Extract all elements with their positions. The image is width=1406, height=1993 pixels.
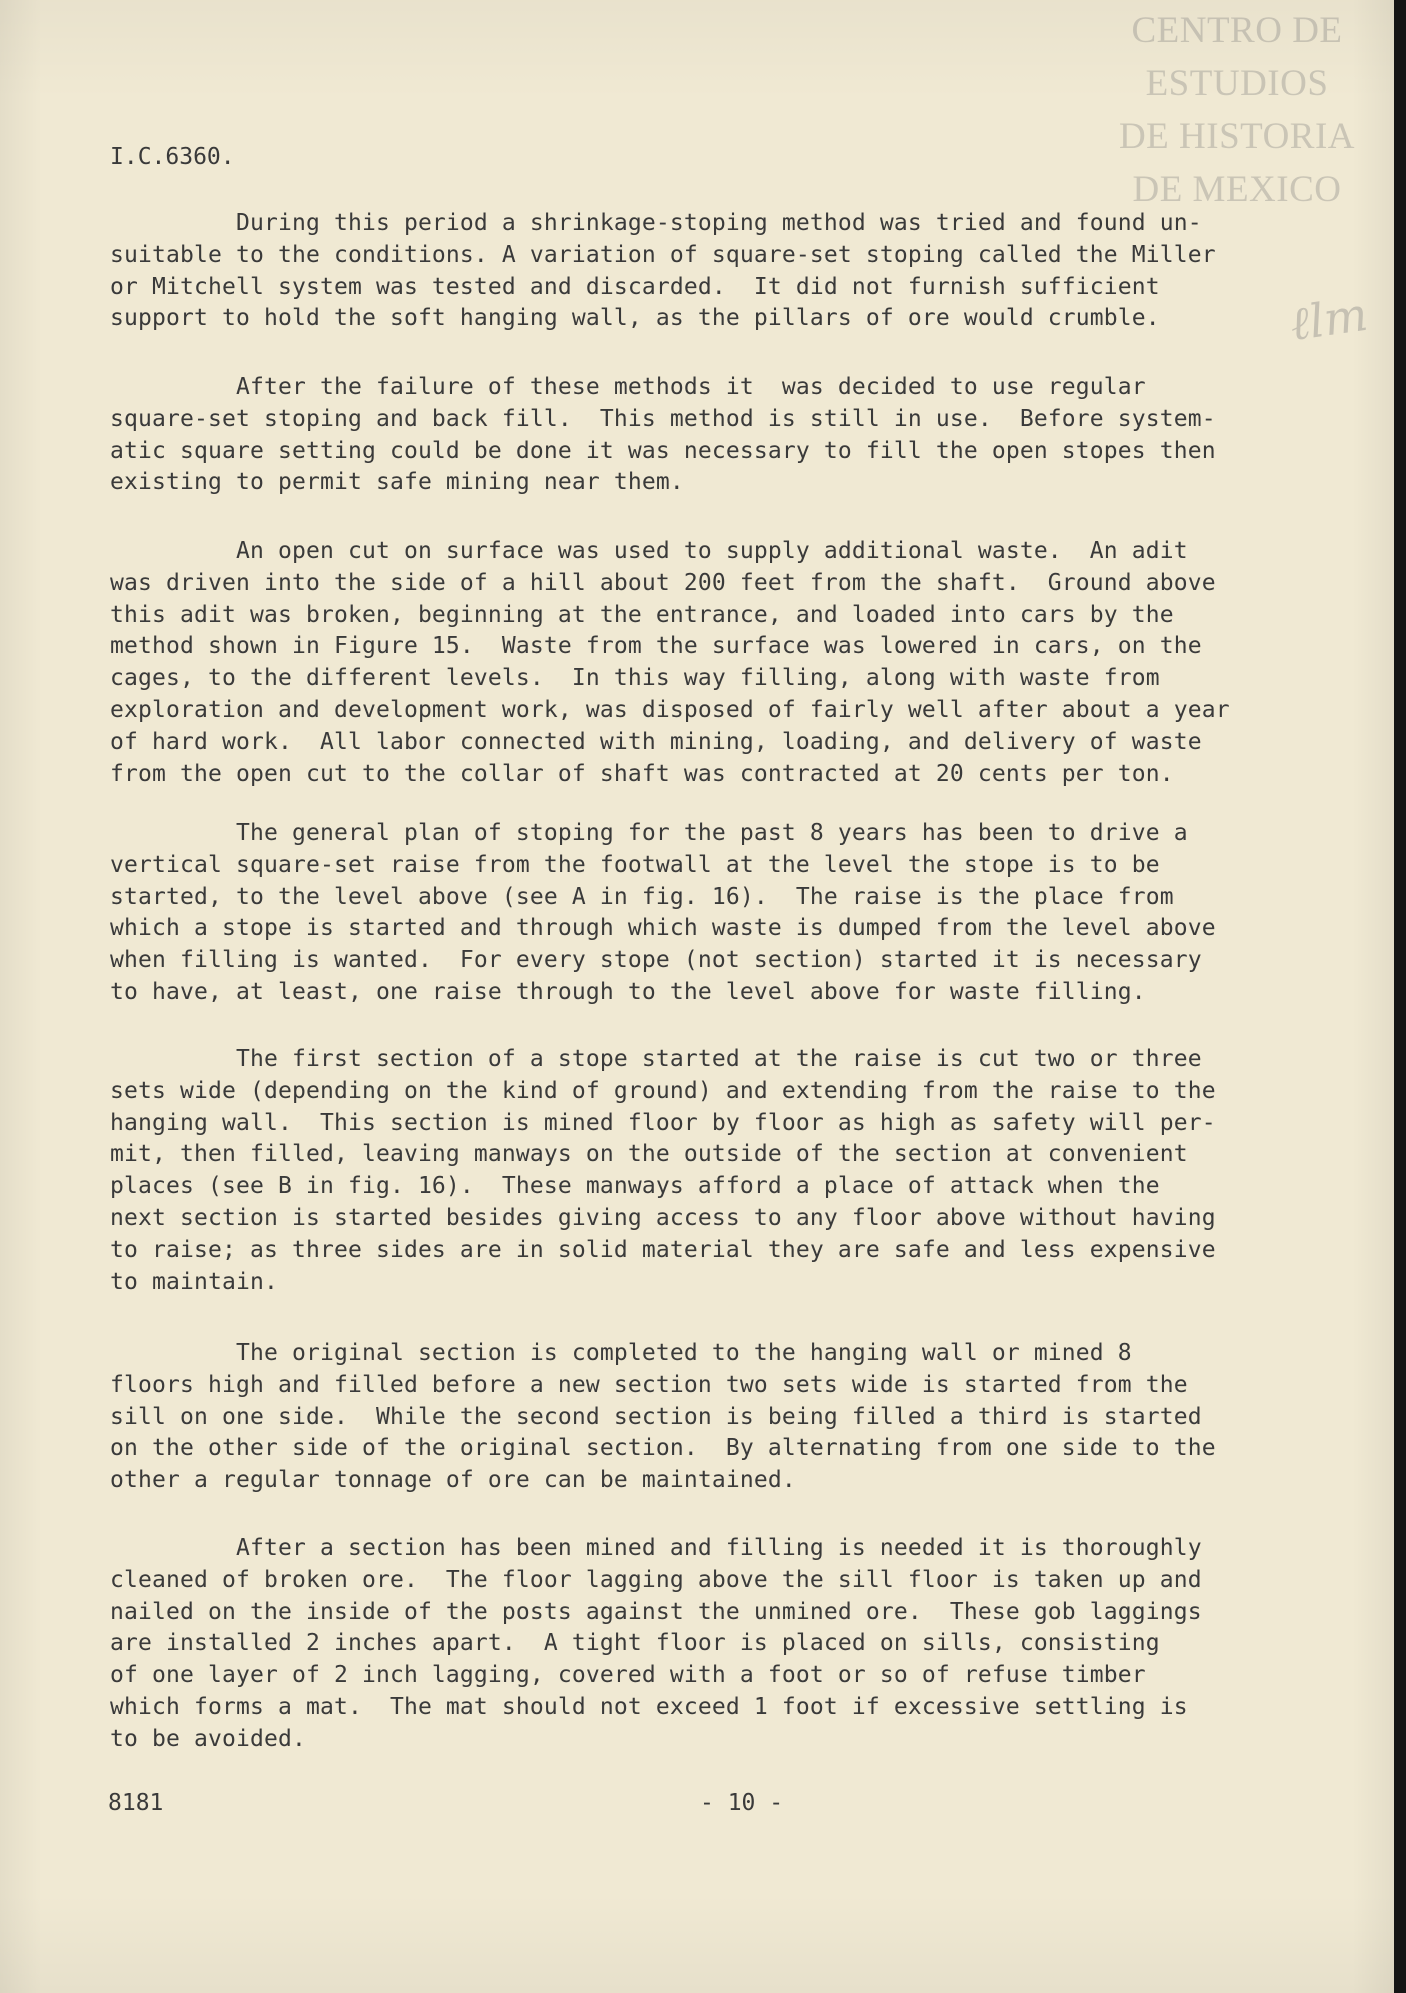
text-line: method shown in Figure 15. Waste from the surface was lowered in cars, on the — [110, 633, 1202, 660]
watermark-line: DE MEXICO — [1132, 169, 1342, 210]
text-line: The general plan of stoping for the past 8 years has been to drive a — [110, 820, 1188, 846]
text-line: sill on one side. While the second section is being filled a third is started — [110, 1403, 1202, 1430]
text-line: existing to permit safe mining near them. — [110, 469, 684, 496]
text-line: are installed 2 inches apart. A tight floor is placed on sills, consisting — [110, 1630, 1160, 1657]
text-line: when filling is wanted. For every stope (not section) started it is necessary — [110, 947, 1202, 974]
text-line: The original section is completed to the hanging wall or mined 8 — [110, 1340, 1132, 1366]
text-line: to be avoided. — [110, 1725, 306, 1752]
text-line: suitable to the conditions. A variation of square-set stoping called the Miller — [110, 241, 1216, 268]
text-line: next section is started besides giving access to any floor above without having — [110, 1205, 1216, 1231]
text-line: of one layer of 2 inch lagging, covered with a foot or so of refuse timber — [110, 1662, 1146, 1689]
text-line: started, to the level above (see A in fig. 16). The raise is the place from — [110, 883, 1174, 910]
text-line: An open cut on surface was used to supply additional waste. An adit — [110, 538, 1188, 564]
text-line: or Mitchell system was tested and discarded. It did not furnish sufficient — [110, 273, 1160, 300]
text-line: which forms a mat. The mat should not exceed 1 foot if excessive settling is — [110, 1694, 1188, 1720]
text-line: mit, then filled, leaving manways on the outside of the section at convenient — [110, 1141, 1188, 1168]
footer-document-number: 8181 — [108, 1790, 164, 1816]
text-line: was driven into the side of a hill about 200 feet from the shaft. Ground above — [110, 569, 1216, 596]
text-line: hanging wall. This section is mined floor by floor as high as safety will per- — [110, 1109, 1216, 1136]
text-line: to maintain. — [110, 1268, 278, 1295]
footer-page-number: - 10 - — [700, 1790, 784, 1816]
text-line: nailed on the inside of the posts against the unmined ore. These gob laggings — [110, 1598, 1202, 1625]
text-line: places (see B in fig. 16). These manways afford a place of attack when the — [110, 1173, 1160, 1200]
watermark-line: DE HISTORIA — [1118, 116, 1356, 157]
text-line: floors high and filled before a new section two sets wide is started from the — [110, 1371, 1188, 1398]
watermark-line: CENTRO DE — [1131, 10, 1343, 51]
text-line: of hard work. All labor connected with mining, loading, and delivery of waste — [110, 728, 1202, 755]
text-line: this adit was broken, beginning at the entrance, and loaded into cars by the — [110, 601, 1174, 628]
text-line: to raise; as three sides are in solid material they are safe and less expensive — [110, 1236, 1216, 1263]
text-line: exploration and development work, was disposed of fairly well after about a year — [110, 697, 1230, 723]
text-line: from the open cut to the collar of shaft was contracted at 20 cents per ton. — [110, 760, 1174, 787]
document-code: I.C.6360. — [110, 144, 235, 170]
text-line: vertical square-set raise from the footwall at the level the stope is to be — [110, 851, 1160, 878]
watermark-line: ESTUDIOS — [1145, 63, 1329, 104]
text-line: cages, to the different levels. In this way filling, along with waste from — [110, 665, 1160, 692]
text-line: square-set stoping and back fill. This method is still in use. Before system- — [110, 405, 1216, 432]
text-line: on the other side of the original section. By alternating from one side to the — [110, 1435, 1216, 1462]
faint-signature-mark: ℓlm — [1286, 286, 1371, 352]
text-line: support to hold the soft hanging wall, as the pillars of ore would crumble. — [110, 305, 1160, 332]
text-line: which a stope is started and through which waste is dumped from the level above — [110, 915, 1216, 942]
text-line: The first section of a stope started at the raise is cut two or three — [110, 1046, 1202, 1072]
text-line: During this period a shrinkage-stoping method was tried and found un- — [110, 210, 1202, 236]
text-line: to have, at least, one raise through to the level above for waste filling. — [110, 979, 1146, 1005]
text-line: cleaned of broken ore. The floor lagging above the sill floor is taken up and — [110, 1566, 1202, 1593]
text-line: other a regular tonnage of ore can be maintained. — [110, 1467, 796, 1494]
archive-watermark — [1092, 4, 1382, 216]
text-line: sets wide (depending on the kind of ground) and extending from the raise to the — [110, 1077, 1216, 1104]
text-line: After a section has been mined and filling is needed it is thoroughly — [110, 1535, 1202, 1561]
text-line: After the failure of these methods it was decided to use regular — [110, 374, 1146, 400]
text-line: atic square setting could be done it was necessary to fill the open stopes then — [110, 437, 1216, 464]
